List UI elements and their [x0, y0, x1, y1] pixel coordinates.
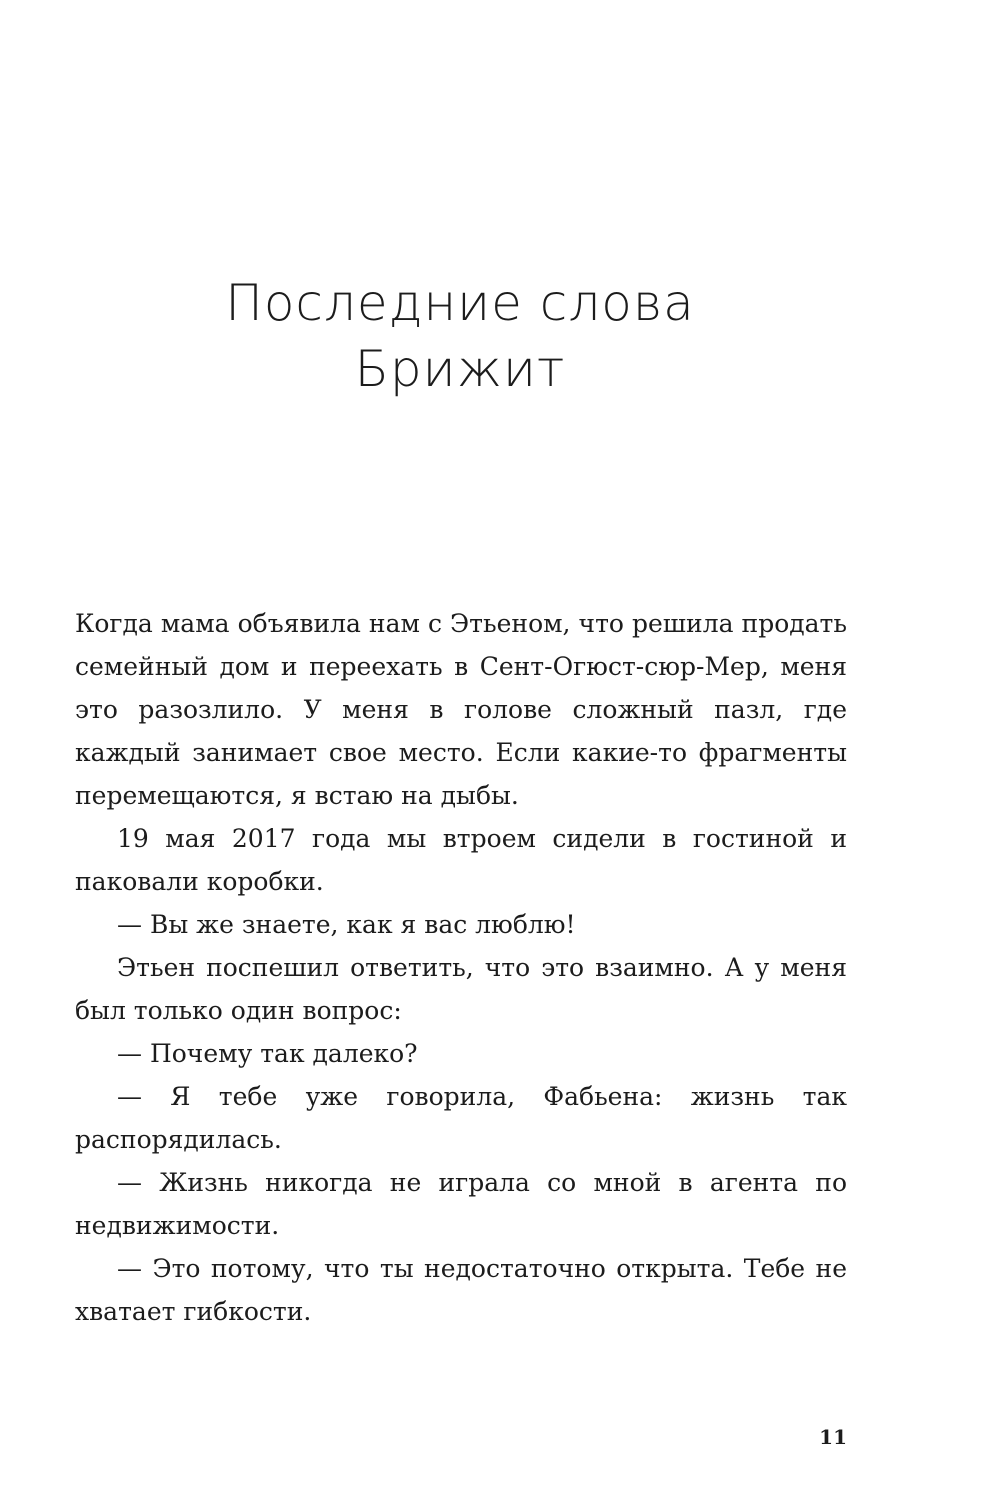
paragraph: — Вы же знаете, как я вас люблю! — [117, 910, 576, 939]
page-number: 11 — [819, 1425, 847, 1449]
paragraph: — Почему так далеко? — [117, 1039, 418, 1068]
paragraph: — Жизнь никогда не играла со мной в агента по недвижимости. — [75, 1168, 847, 1240]
paragraph: — Это потому, что ты недостаточно открыта. Тебе не хватает гибкости. — [75, 1254, 847, 1326]
paragraph: — Я тебе уже говорила, Фабьена: жизнь так распорядилась. — [75, 1082, 847, 1154]
chapter-title — [75, 270, 845, 402]
chapter-title-line-1: Последние слова — [225, 274, 695, 332]
paragraph: Этьен поспешил ответить, что это взаимно. А у меня был только один вопрос: — [75, 953, 847, 1025]
paragraph: 19 мая 2017 года мы втроем сидели в гостиной и паковали коробки. — [75, 824, 847, 896]
paragraph: Когда мама объявила нам с Этьеном, что решила продать семейный дом и переехать в Сент-Огюст-сюр-Мер, меня это разозлило. У меня в голове сложный пазл, где каждый занимает свое место. Если какие-то фрагменты перемещаются, я встаю на дыбы. — [75, 609, 847, 810]
body-text — [75, 602, 847, 1333]
chapter-title-line-2: Брижит — [354, 340, 566, 398]
